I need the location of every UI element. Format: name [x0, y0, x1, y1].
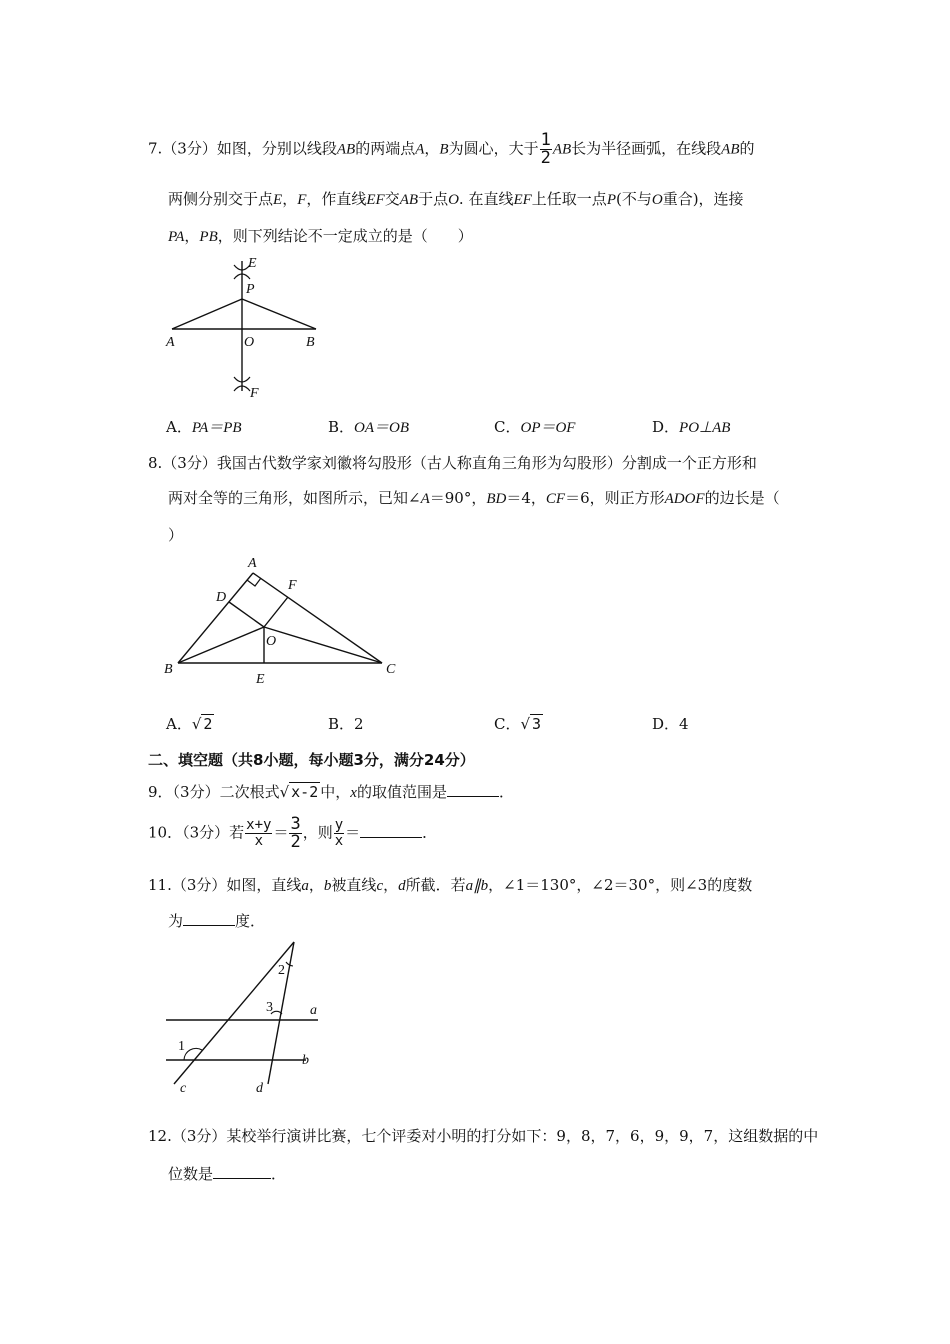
q7-option-d — [652, 416, 730, 439]
fig8-label-b: B — [164, 662, 173, 677]
q10-text: ＝ — [345, 823, 361, 842]
option-text: 3 — [532, 715, 542, 733]
q9 — [148, 781, 514, 804]
fig7-label-f: F — [250, 386, 259, 401]
option-letter: B． — [328, 715, 355, 733]
q9-radicand: x-2 — [291, 783, 319, 801]
q7-text: (不与 — [615, 190, 652, 208]
frac-den: x — [254, 833, 263, 849]
fig8-label-a: A — [248, 556, 257, 571]
q7-text: 上任取一点 — [531, 190, 607, 208]
q10-text: ． — [422, 823, 438, 842]
fig11-label-c: c — [180, 1081, 187, 1096]
q7-pb: PB — [199, 229, 218, 245]
q11-text: ， — [383, 876, 399, 894]
q7-b: B — [439, 141, 449, 158]
q9-text: 9．（3分）二次根式 — [148, 783, 280, 801]
q7-line1 — [148, 132, 755, 167]
q8-adof: ADOF — [664, 491, 705, 507]
q7-text: 交 — [384, 190, 400, 208]
q7-text: 为圆心，大于 — [448, 139, 539, 158]
answer-blank[interactable] — [183, 911, 235, 926]
q7-text: 两侧分别交于点 — [168, 190, 274, 208]
q11-a: a — [301, 878, 309, 894]
fig7-label-b: B — [306, 335, 315, 350]
q7-text: 7.（3分）如图，分别以线段 — [148, 139, 337, 158]
q10-text: 10．（3分）若 — [148, 823, 245, 842]
q12-text: ． — [271, 1165, 287, 1183]
option-text: 2 — [354, 715, 364, 733]
fig11-label-1: 1 — [178, 1039, 185, 1054]
q11-line1 — [148, 874, 752, 897]
option-letter: A． — [166, 715, 192, 733]
fig8-label-o: O — [266, 634, 277, 649]
q9-text: ． — [498, 783, 514, 801]
q11-line2 — [168, 910, 265, 932]
sqrt-sign: √ 3 — [520, 715, 542, 733]
q7-pa: PA — [168, 229, 185, 245]
q11-c: c — [376, 878, 384, 894]
frac-num: x+y — [246, 817, 272, 833]
q7-text: ， — [184, 227, 200, 245]
q11-text: ，∠1＝130°，∠2＝30°，则∠3的度数 — [488, 876, 753, 894]
option-letter: D． — [652, 418, 680, 436]
q7-ab: AB — [721, 141, 740, 158]
fig8-label-f: F — [288, 578, 297, 593]
q7-option-b — [328, 416, 409, 439]
q7-figure — [160, 255, 340, 405]
option-text: PO⊥AB — [679, 420, 731, 436]
q11-text: 11.（3分）如图，直线 — [148, 876, 302, 894]
fig11-label-2: 2 — [278, 963, 285, 978]
q10-text: ，则 — [302, 823, 333, 842]
q8-option-b — [328, 713, 364, 735]
q8-text: 8.（3分）我国古代数学家刘徽将勾股形（古人称直角三角形为勾股形）分割成一个正方形和 — [148, 454, 757, 472]
q8-text: ） — [168, 526, 184, 544]
frac-num: y — [334, 817, 344, 833]
q8-text: ＝6，则正方形 — [565, 489, 665, 507]
fig11-label-d: d — [256, 1081, 263, 1096]
q7-ab: AB — [336, 141, 356, 158]
frac-num: 3 — [290, 814, 301, 834]
q11-parallel: a∥b — [465, 878, 489, 894]
q10-text: ＝ — [273, 823, 289, 842]
fig7-label-e: E — [248, 256, 257, 271]
q8-line2 — [168, 487, 780, 510]
answer-blank[interactable] — [213, 1164, 271, 1179]
q7-f: F — [297, 192, 307, 208]
q7-line2 — [168, 188, 744, 211]
q7-o: O — [448, 192, 459, 208]
q8-cf: CF — [545, 491, 566, 507]
q8-text: ＝4， — [506, 489, 546, 507]
fig8-label-c: C — [386, 662, 396, 677]
q7-text: ， — [424, 139, 440, 158]
option-text: PA＝PB — [191, 420, 242, 436]
q11-text: 度． — [235, 912, 266, 930]
q8-text: 的边长是（ — [704, 489, 780, 507]
option-letter: C． — [494, 418, 521, 436]
q7-o: O — [651, 192, 663, 208]
q11-text: 被直线 — [331, 876, 377, 894]
option-letter: B． — [328, 418, 355, 436]
q9-x: x — [350, 785, 357, 801]
fig7-label-o: O — [244, 335, 255, 350]
q10-fraction-1 — [245, 818, 272, 849]
q7-line3 — [168, 225, 473, 248]
q10-fraction-3 — [334, 818, 344, 849]
sqrt-sign: √ 2 — [191, 715, 213, 733]
q12-text: 12.（3分）某校举行演讲比赛，七个评委对小明的打分如下：9，8，7，6，9，9，7，这组数据的中 — [148, 1127, 819, 1145]
option-text: 2 — [203, 715, 213, 733]
q11-text: 所截．若 — [405, 876, 466, 894]
q9-text: 的取值范围是 — [356, 783, 447, 801]
section-heading: 二、填空题（共8小题，每小题3分，满分24分） — [148, 751, 475, 769]
q7-text: 于点 — [418, 190, 449, 208]
q8-bd: BD — [486, 491, 507, 507]
q8-option-c — [494, 713, 543, 735]
fig7-label-a: A — [166, 335, 175, 350]
q8-figure — [160, 555, 410, 690]
q7-text: ， — [282, 190, 298, 208]
q7-text: 的两端点 — [355, 139, 416, 158]
fig11-label-b: b — [302, 1053, 309, 1068]
option-letter: A． — [166, 418, 192, 436]
option-letter: C． — [494, 715, 521, 733]
q7-ab: AB — [399, 192, 419, 208]
q8-line3 — [168, 524, 183, 546]
fig8-label-d: D — [216, 590, 227, 605]
fig11-label-a: a — [310, 1003, 317, 1018]
frac-den: 2 — [540, 148, 551, 168]
q7-e: E — [273, 192, 283, 208]
q12-line1 — [148, 1125, 818, 1147]
q8-text: ＝90°， — [429, 489, 487, 507]
answer-blank[interactable] — [447, 782, 499, 797]
q10 — [148, 816, 437, 851]
answer-blank[interactable] — [360, 823, 422, 838]
q8-line1 — [148, 452, 757, 474]
fig7-label-p: P — [246, 282, 255, 297]
q10-fraction-2 — [289, 816, 301, 851]
fig8-label-e: E — [256, 672, 265, 687]
option-text: 4 — [679, 715, 689, 733]
q11-text: 为 — [168, 912, 184, 930]
q7-ab: AB — [552, 141, 572, 158]
q8-option-d — [652, 713, 689, 735]
q7-text: . 在直线 — [458, 190, 514, 208]
fig11-label-3: 3 — [266, 1000, 273, 1015]
q12-text: 位数是 — [168, 1165, 214, 1183]
option-text: OP＝OF — [520, 420, 576, 436]
frac-den: 2 — [290, 832, 301, 852]
q7-a: A — [415, 141, 425, 158]
q11-d: d — [398, 878, 406, 894]
q7-half-fraction — [540, 132, 552, 167]
q7-text: 的 — [739, 139, 755, 158]
q12-line2 — [168, 1163, 286, 1185]
frac-num: 1 — [540, 130, 551, 150]
q8-a: A — [420, 491, 430, 507]
q7-text: ，则下列结论不一定成立的是（ ） — [217, 227, 473, 245]
frac-den: x — [334, 833, 344, 849]
q7-p: P — [606, 192, 616, 208]
q7-ef: EF — [513, 192, 532, 208]
q11-b: b — [323, 878, 332, 894]
q7-option-c — [494, 416, 575, 439]
q7-ef: EF — [366, 192, 385, 208]
q7-option-a — [166, 416, 242, 439]
q7-text: ，作直线 — [306, 190, 367, 208]
q9-text: 中， — [320, 783, 351, 801]
q7-text: 重合)，连接 — [662, 190, 744, 208]
q11-text: ， — [308, 876, 324, 894]
q8-option-a — [166, 713, 214, 735]
q7-text: 长为半径画弧，在线段 — [571, 139, 722, 158]
option-letter: D． — [652, 715, 680, 733]
sqrt-sign: √ x-2 — [279, 783, 319, 801]
q8-text: 两对全等的三角形，如图所示，已知∠ — [168, 489, 421, 507]
q11-figure — [160, 938, 340, 1098]
option-text: OA＝OB — [354, 420, 410, 436]
